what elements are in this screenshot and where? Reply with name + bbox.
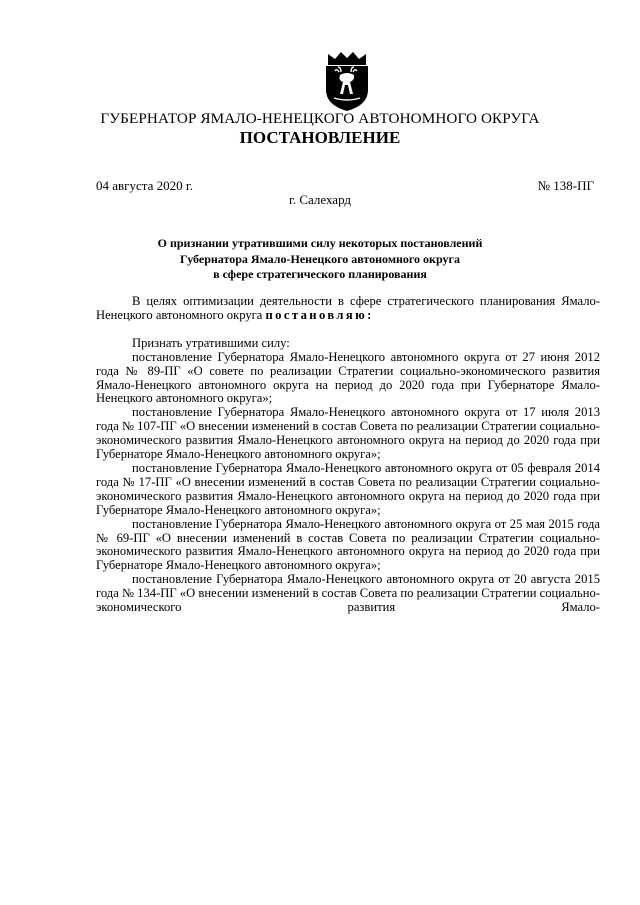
document-type: ПОСТАНОВЛЕНИЕ	[239, 128, 401, 147]
clause-item: постановление Губернатора Ямало-Ненецкого автономного округа от 17 июля 2013 года № 107-ПГ «О внесении изменений в состав Совета по реализации Стратегии социально-экономического развития Ямало-Ненецкого автономного округа на период до 2020 года при Губернаторе Ямало-Ненецкого автономного округа»;	[96, 405, 600, 462]
preamble-paragraph	[96, 295, 600, 323]
clause-item: постановление Губернатора Ямало-Ненецкого автономного округа от 27 июня 2012 года № 89-ПГ «О совете по реализации Стратегии социально-экономического развития Ямало-Ненецкого автономного округа на период до 2020 года при Губернаторе Ямало-Ненецкого автономного округа»;	[96, 349, 600, 406]
decree-word: постановляю:	[265, 307, 374, 322]
title-line: Губернатора Ямало-Ненецкого автономного округа	[180, 251, 460, 266]
document-body	[96, 295, 600, 615]
clauses-intro: Признать утратившими силу:	[132, 335, 290, 350]
document-city: г. Салехард	[288, 192, 352, 207]
clause-item: постановление Губернатора Ямало-Ненецкого автономного округа от 25 мая 2015 года № 69-ПГ «О внесении изменений в состав Совета по реализации Стратегии социально-экономического развития Ямало-Ненецкого автономного округа на период до 2020 года при Губернаторе Ямало-Ненецкого автономного округа»;	[96, 516, 600, 573]
yamal-coat-of-arms-icon	[322, 50, 372, 112]
clause-item: постановление Губернатора Ямало-Ненецкого автономного округа от 05 февраля 2014 года № 17-ПГ «О внесении изменений в состав Совета по реализации Стратегии социально-экономического развития Ямало-Ненецкого автономного округа на период до 2020 года при Губернаторе Ямало-Ненецкого автономного округа»;	[96, 460, 600, 517]
document-number: № 138-ПГ	[537, 178, 594, 193]
title-line: в сфере стратегического планирования	[213, 267, 427, 281]
title-line: О признании утратившими силу некоторых постановлений	[157, 236, 483, 250]
issuing-authority: ГУБЕРНАТОР ЯМАЛО-НЕНЕЦКОГО АВТОНОМНОГО ОКРУГА	[100, 110, 540, 127]
clause-item: постановление Губернатора Ямало-Ненецкого автономного округа от 20 августа 2015 года № 134-ПГ «О внесении изменений в состав Совета по реализации Стратегии социально-экономического развития Ямало-	[96, 572, 600, 615]
document-date: 04 августа 2020 г.	[96, 178, 193, 193]
document-title	[0, 236, 640, 283]
preamble-text: В целях оптимизации деятельности в сфере стратегического планирования Ямало-Ненецкого автономного округа	[96, 294, 600, 322]
